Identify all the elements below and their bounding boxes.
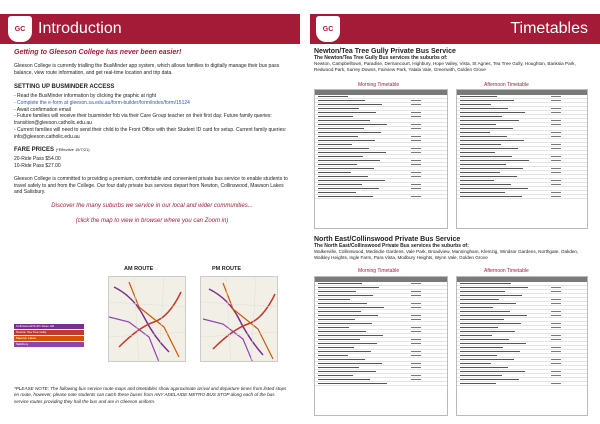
table-row <box>315 195 447 199</box>
time-line <box>551 100 561 101</box>
stop-name-line <box>318 347 354 348</box>
time-line <box>411 351 421 352</box>
time-line <box>551 315 561 316</box>
fare-20-ride: 20-Ride Pass $54.00 <box>14 156 61 163</box>
pm-route-label: PM ROUTE <box>212 266 242 272</box>
stop-name-line <box>460 351 520 352</box>
time-line <box>411 172 421 173</box>
legend-item: Mawson Lakes <box>14 336 84 341</box>
time-line <box>551 180 561 181</box>
newton-afternoon-heading: Afternoon Timetable <box>484 82 529 88</box>
intro-content <box>14 48 290 225</box>
time-line <box>411 160 421 161</box>
time-line <box>551 168 561 169</box>
time-line <box>551 323 561 324</box>
time-line <box>411 327 421 328</box>
time-line <box>411 100 421 101</box>
stop-name-line <box>318 136 358 137</box>
time-line <box>551 156 561 157</box>
stop-name-line <box>318 188 379 189</box>
stop-name-line <box>318 172 351 173</box>
stop-name-line <box>318 383 387 384</box>
stop-name-line <box>460 307 493 308</box>
time-line <box>551 303 561 304</box>
setup-line: - Current families will need to send their child to the Front Office with their Student ID card for setup. Current family queries: info@gleeson.catholic.edu.au <box>14 126 287 140</box>
stop-name-line <box>318 327 349 328</box>
stop-name-line <box>318 351 371 352</box>
time-line <box>411 152 421 153</box>
stop-name-line <box>318 144 352 145</box>
newton-title: Newton/Tea Tree Gully Private Bus Service <box>314 48 456 55</box>
newton-morning-heading: Morning Timetable <box>358 82 400 88</box>
time-line <box>551 327 561 328</box>
stop-name-line <box>318 379 370 380</box>
stop-name-line <box>318 323 372 324</box>
stop-name-line <box>318 120 370 121</box>
discover-text: Discover the many suburbs we service in our local and wider communities... <box>51 203 253 210</box>
stop-name-line <box>460 363 491 364</box>
stop-name-line <box>318 295 373 296</box>
stop-name-line <box>460 184 511 185</box>
stop-name-line <box>460 335 492 336</box>
stop-name-line <box>318 367 359 368</box>
stop-name-line <box>318 287 379 288</box>
time-line <box>551 120 561 121</box>
setup-heading: SETTING UP BUSMINDER ACCESS <box>14 83 115 90</box>
time-line <box>411 104 421 105</box>
stop-name-line <box>318 108 359 109</box>
time-line <box>411 295 421 296</box>
time-line <box>411 319 421 320</box>
stop-name-line <box>318 307 384 308</box>
legend-item: Collinswood/Smith Swan Hill <box>14 324 84 329</box>
table-row <box>457 382 587 386</box>
stop-name-line <box>460 299 499 300</box>
stop-name-line <box>318 355 348 356</box>
intro-banner <box>0 14 300 44</box>
time-line <box>551 184 561 185</box>
newton-section <box>314 48 588 73</box>
legend-item: Salisbury <box>14 342 84 347</box>
time-line <box>411 283 421 284</box>
stop-name-line <box>318 363 382 364</box>
stop-name-line <box>318 112 376 113</box>
time-line <box>411 363 421 364</box>
route-maps <box>14 254 290 374</box>
time-line <box>551 291 561 292</box>
time-line <box>551 192 561 193</box>
stop-name-line <box>460 331 515 332</box>
stop-name-line <box>460 343 526 344</box>
time-line <box>411 343 421 344</box>
time-line <box>551 108 561 109</box>
table-row <box>457 195 587 199</box>
time-line <box>411 188 421 189</box>
setup-list <box>14 93 290 140</box>
time-line <box>551 112 561 113</box>
college-crest-icon: GC <box>8 16 32 42</box>
stop-name-line <box>460 128 513 129</box>
stop-name-line <box>460 156 512 157</box>
stop-name-line <box>460 124 496 125</box>
time-line <box>411 164 421 165</box>
stop-name-line <box>318 124 387 125</box>
stop-name-line <box>460 172 500 173</box>
stop-name-line <box>460 144 501 145</box>
time-line <box>551 359 561 360</box>
stop-name-line <box>460 355 497 356</box>
stop-name-line <box>318 192 356 193</box>
please-note: *PLEASE NOTE: The following bus service route maps and timetables show approximate arrival and departure times from listed stops en route, however, please note students can catch these buses from ANY ADELAIDE METRO BUS STOP along each of the bus service routes providing they hail the bus and are in Gleeson uniform. <box>14 386 287 404</box>
stop-name-line <box>460 367 508 368</box>
stop-name-line <box>318 196 373 197</box>
stop-name-line <box>318 315 378 316</box>
stop-name-line <box>460 132 490 133</box>
stop-name-line <box>318 375 353 376</box>
stop-name-line <box>318 343 377 344</box>
stop-name-line <box>318 303 367 304</box>
time-line <box>551 339 561 340</box>
collinswood-subtitle: The North East/Collinswood Private Bus services the suburbs of: <box>314 243 469 249</box>
collinswood-title: North East/Collinswood Private Bus Service <box>314 236 461 243</box>
stop-name-line <box>318 104 382 105</box>
time-line <box>551 196 561 197</box>
stop-name-line <box>460 379 519 380</box>
newton-morning-table <box>314 89 448 229</box>
intro-headline: Getting to Gleeson College has never been easier! <box>14 49 182 56</box>
college-crest-icon: GC <box>316 16 340 42</box>
stop-name-line <box>318 128 364 129</box>
stop-name-line <box>460 148 518 149</box>
stop-name-line <box>460 164 506 165</box>
time-line <box>551 299 561 300</box>
stop-name-line <box>318 335 383 336</box>
time-line <box>411 136 421 137</box>
legend-item: Newton Tea Tree Gully <box>14 330 84 335</box>
stop-name-line <box>460 347 503 348</box>
stop-name-line <box>318 359 365 360</box>
collinswood-morning-table <box>314 276 448 416</box>
time-line <box>411 367 421 368</box>
stop-name-line <box>460 192 505 193</box>
stop-name-line <box>460 176 517 177</box>
collinswood-afternoon-heading: Afternoon Timetable <box>484 268 529 274</box>
stop-name-line <box>460 359 514 360</box>
time-line <box>411 291 421 292</box>
stop-name-line <box>460 327 498 328</box>
setup-line: - Read the BusMinder information by clicking the graphic at right <box>14 93 157 100</box>
table-row <box>315 382 447 386</box>
commitment-paragraph: Gleeson College is committed to providing a premium, comfortable and convenient private bus service to enable students to travel safely to and from the College. Our four daily private bus services depart from Newton, Collinswood, Mawson Lakes and Salisbury. <box>14 175 288 196</box>
stop-name-line <box>460 188 528 189</box>
stop-name-line <box>460 339 509 340</box>
time-line <box>411 112 421 113</box>
stop-name-line <box>460 315 527 316</box>
time-line <box>411 196 421 197</box>
stop-name-line <box>318 371 376 372</box>
stop-name-line <box>460 283 511 284</box>
stop-name-line <box>460 311 510 312</box>
stop-name-line <box>460 116 502 117</box>
stop-name-line <box>318 152 386 153</box>
stop-name-line <box>318 168 374 169</box>
setup-line: - Await confirmation email <box>14 106 71 113</box>
stop-name-line <box>318 160 380 161</box>
stop-name-line <box>460 180 494 181</box>
time-line <box>551 96 561 97</box>
stop-name-line <box>460 140 524 141</box>
stop-name-line <box>318 156 363 157</box>
collinswood-section <box>314 236 588 261</box>
time-line <box>551 383 561 384</box>
stop-name-line <box>460 168 523 169</box>
stop-name-line <box>460 136 507 137</box>
time-line <box>551 335 561 336</box>
timetables-title: Timetables <box>510 20 588 37</box>
stop-name-line <box>318 180 385 181</box>
setup-line: - Future families will receive their busminder fob via their Care Group teacher on their first day. Future family queries: transition@gleeson.catholic.edu.au <box>14 113 272 127</box>
stop-name-line <box>460 108 508 109</box>
stop-name-line <box>318 339 360 340</box>
stop-name-line <box>318 331 366 332</box>
time-line <box>551 287 561 288</box>
stop-name-line <box>460 100 514 101</box>
stop-name-line <box>460 96 497 97</box>
stop-name-line <box>318 132 381 133</box>
newton-subtitle: The Newton/Tea Tree Gully Bus services the suburbs of: <box>314 55 448 61</box>
stop-name-line <box>460 323 521 324</box>
time-line <box>551 347 561 348</box>
time-line <box>551 375 561 376</box>
time-line <box>411 303 421 304</box>
am-route-map[interactable] <box>108 276 186 362</box>
time-line <box>411 176 421 177</box>
time-line <box>411 148 421 149</box>
route-legend <box>14 324 84 348</box>
stop-name-line <box>460 160 529 161</box>
stop-name-line <box>318 164 357 165</box>
time-line <box>551 148 561 149</box>
stop-name-line <box>318 319 355 320</box>
stop-name-line <box>318 184 362 185</box>
stop-name-line <box>460 383 496 384</box>
time-line <box>411 375 421 376</box>
click-map-text[interactable]: (click the map to view in browser where you can Zoom in) <box>75 218 229 225</box>
fare-heading: FARE PRICES (*Effective 19/7/21) <box>14 147 90 154</box>
stop-name-line <box>318 100 365 101</box>
stop-name-line <box>460 319 504 320</box>
time-line <box>551 371 561 372</box>
time-line <box>551 132 561 133</box>
stop-name-line <box>318 283 362 284</box>
stop-name-line <box>318 140 375 141</box>
fare-list <box>14 156 290 170</box>
fare-note: (*Effective 19/7/21) <box>55 147 90 153</box>
time-line <box>551 311 561 312</box>
time-line <box>411 307 421 308</box>
stop-name-line <box>318 96 348 97</box>
time-line <box>551 160 561 161</box>
fare-10-ride: 10-Ride Pass $27.00 <box>14 163 61 170</box>
am-route-label: AM ROUTE <box>124 266 154 272</box>
time-line <box>411 339 421 340</box>
newton-afternoon-table <box>456 89 588 229</box>
time-line <box>411 124 421 125</box>
time-line <box>551 172 561 173</box>
time-line <box>411 140 421 141</box>
time-line <box>551 144 561 145</box>
stop-name-line <box>460 152 495 153</box>
timetables-banner <box>310 14 600 44</box>
stop-name-line <box>460 112 525 113</box>
stop-name-line <box>460 375 502 376</box>
stop-name-line <box>318 176 368 177</box>
pm-route-map[interactable] <box>200 276 278 362</box>
stop-name-line <box>460 287 528 288</box>
time-line <box>411 355 421 356</box>
time-line <box>411 128 421 129</box>
stop-name-line <box>460 295 522 296</box>
stop-name-line <box>318 311 361 312</box>
newton-suburbs: Newton, Campbelltown, Paradise, Dernancourt, Highbury, Hope Valley, Vista, St Agnes, Tea Tree Gully, Houghton, Banksia Park, Redwood Park, Surrey Downs, Fairview Park, Yatala Vale, Greenwith, Golden Grove <box>314 61 576 73</box>
time-line <box>551 136 561 137</box>
stop-name-line <box>318 291 356 292</box>
collinswood-afternoon-table <box>456 276 588 416</box>
stop-name-line <box>460 303 516 304</box>
stop-name-line <box>460 371 525 372</box>
time-line <box>411 315 421 316</box>
time-line <box>411 379 421 380</box>
time-line <box>551 351 561 352</box>
eform-link[interactable]: - Complete the e-form at gleeson.sa.edu.au/form-builder/form/index/form/15124 <box>14 99 190 106</box>
stop-name-line <box>318 148 369 149</box>
stop-name-line <box>460 196 522 197</box>
stop-name-line <box>460 291 505 292</box>
collinswood-suburbs: Walkerville, Collinswood, Medindie Gardens, Vale Park, Broadview, Manningham, Klemzig, Windsor Gardens, Northgate, Oakden, Walkley Heights, Ingle Farm, Para Vista, Modbury Heights, Wynn Vale, Golden Grove <box>314 249 579 261</box>
time-line <box>551 124 561 125</box>
time-line <box>411 116 421 117</box>
stop-name-line <box>318 116 353 117</box>
intro-paragraph: Gleeson College is currently trialling the BusMinder app system, which allows families to digitally manage their bus pass balance, view route information, and get real-time location and trip data. <box>14 63 280 77</box>
time-line <box>411 331 421 332</box>
intro-title: Introduction <box>38 20 122 37</box>
stop-name-line <box>460 104 491 105</box>
time-line <box>411 184 421 185</box>
collinswood-morning-heading: Morning Timetable <box>358 268 400 274</box>
stop-name-line <box>318 299 350 300</box>
stop-name-line <box>460 120 519 121</box>
time-line <box>551 363 561 364</box>
